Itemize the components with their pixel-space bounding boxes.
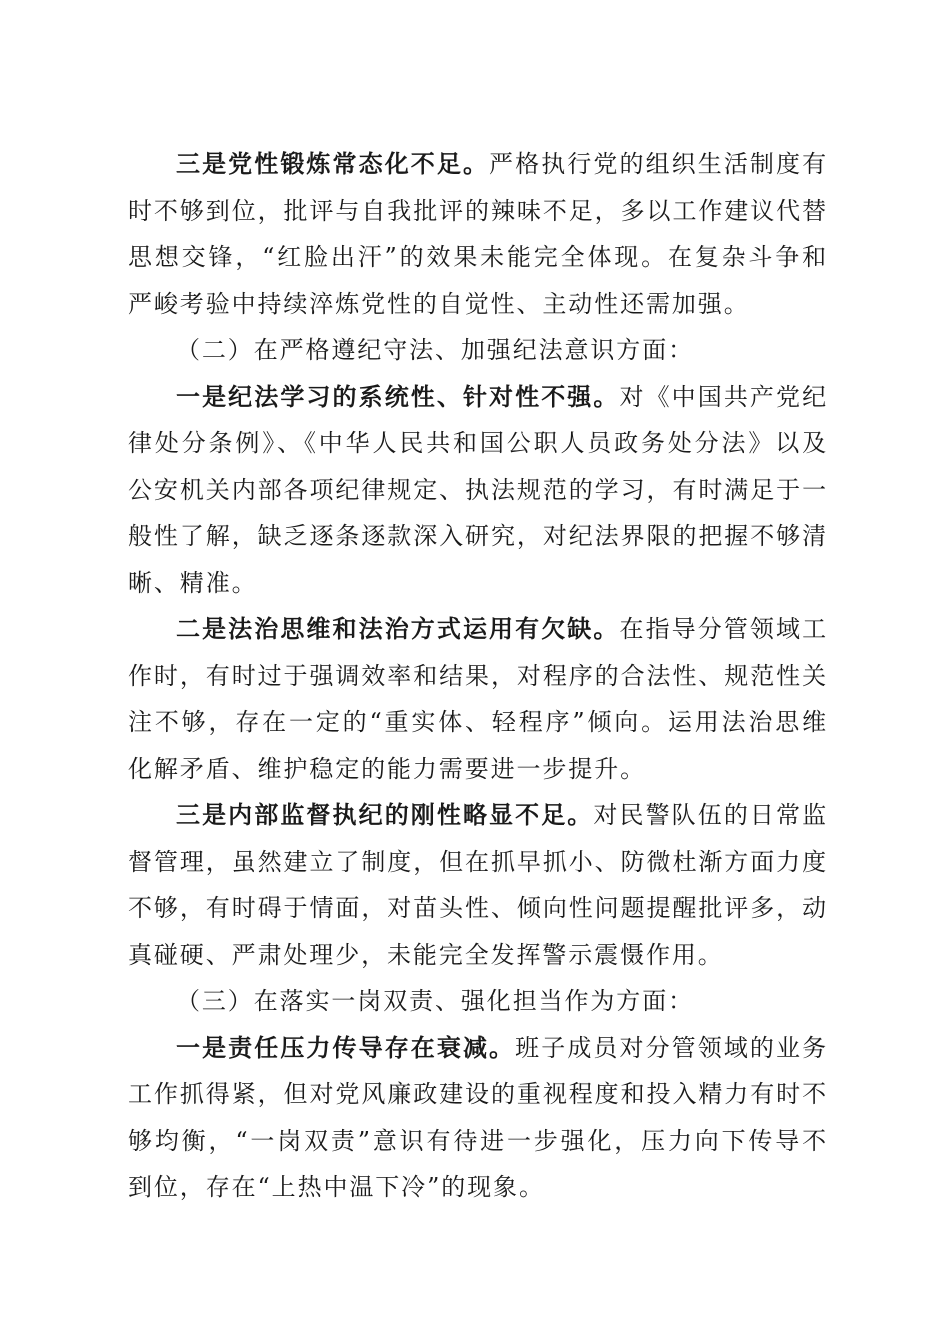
paragraph-discipline-study: [128, 374, 828, 607]
document-body: [128, 141, 828, 1211]
paragraph-body: 严格执行党的组织生活制度有时不够到位，批评与自我批评的辣味不足，多以工作建议代替思想交锋，“红脸出汗”的效果未能完全体现。在复杂斗争和严峻考验中持续淬炼党性的自觉性、主动性还需加强。: [128, 150, 828, 318]
paragraph-internal-supervision: [128, 792, 828, 978]
paragraph-body: 对《中国共产党纪律处分条例》、《中华人民共和国公职人员政务处分法》以及公安机关内部各项纪律规定、执法规范的学习，有时满足于一般性了解，缺乏逐条逐款深入研究，对纪法界限的把握不够清晰、精准。: [128, 382, 828, 597]
paragraph-party-spirit-training: [128, 141, 828, 327]
paragraph-lead: 一是纪法学习的系统性、针对性不强。: [176, 381, 620, 411]
paragraph-body: 班子成员对分管领域的业务工作抓得紧，但对党风廉政建设的重视程度和投入精力有时不够均衡，“一岗双责”意识有待进一步强化，压力向下传导不到位，存在“上热中温下冷”的现象。: [128, 1033, 828, 1201]
paragraph-body: 对民警队伍的日常监督管理，虽然建立了制度，但在抓早抓小、防微杜渐方面力度不够，有时碍于情面，对苗头性、倾向性问题提醒批评多，动真碰硬、严肃处理少，未能完全发挥警示震慑作用。: [128, 801, 828, 969]
paragraph-lead: 三是内部监督执纪的刚性略显不足。: [176, 800, 594, 829]
section-heading-discipline-law: （二）在严格遵纪守法、加强纪法意识方面：: [176, 336, 694, 364]
section-heading-dual-responsibility: （三）在落实一岗双责、强化担当作为方面：: [176, 987, 694, 1015]
paragraph-lead: 一是责任压力传导存在衰减。: [176, 1032, 516, 1062]
paragraph-lead: 三是党性锻炼常态化不足。: [176, 149, 490, 178]
paragraph-rule-of-law-thinking: [128, 606, 828, 792]
paragraph-body: 在指导分管领域工作时，有时过于强调效率和结果，对程序的合法性、规范性关注不够，存在一定的“重实体、轻程序”倾向。运用法治思维化解矛盾、维护稳定的能力需要进一步提升。: [128, 615, 828, 783]
paragraph-lead: 二是法治思维和法治方式运用有欠缺。: [176, 614, 620, 643]
paragraph-responsibility-pressure: [128, 1025, 828, 1211]
